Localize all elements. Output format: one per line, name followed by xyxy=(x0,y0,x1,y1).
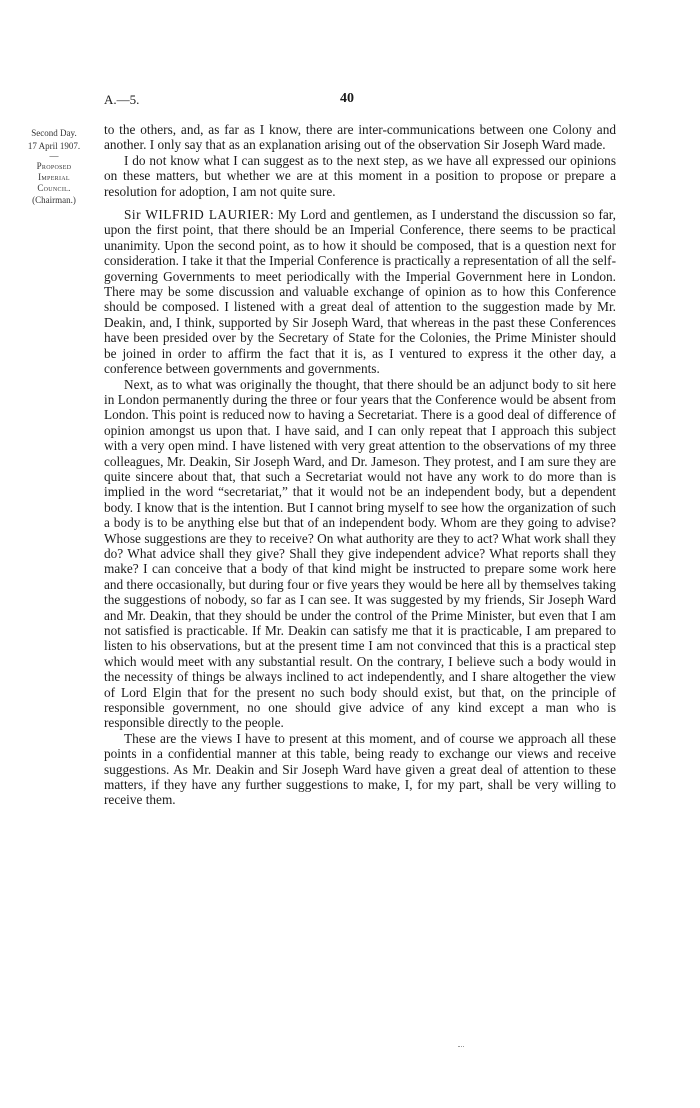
paragraph-chairman: I do not know what I can suggest as to the next step, as we have all expressed our opinions on these matters, but whether we are at this moment in a position to propose or prepare a resolution for adoption, I am not quite sure. xyxy=(104,152,616,199)
margin-dash: — xyxy=(49,151,59,161)
margin-note xyxy=(13,127,95,207)
page-number: 40 xyxy=(340,91,354,106)
page-header xyxy=(104,92,460,110)
margin-topic-line2: Imperial xyxy=(38,172,70,182)
document-reference: A.—5. xyxy=(104,92,140,107)
margin-topic-line1: Proposed xyxy=(36,161,72,171)
margin-date: 17 April 1907. xyxy=(27,141,81,151)
margin-topic-line3: Council. xyxy=(37,183,71,193)
margin-speaker: (Chairman.) xyxy=(32,195,76,205)
paragraph-continuation: to the others, and, as far as I know, there are inter-communications between one Colony and another. I only say that as an explanation arising out of the observation Sir Joseph Ward made. xyxy=(104,122,616,153)
document-body xyxy=(104,122,616,808)
paragraph-closing: These are the views I have to present at this moment, and of course we approach all these points in a confidential manner at this table, being ready to exchange our views and receive suggestions. As Mr. Deakin and Sir Joseph Ward have given a great deal of attention to these matters, if they have any further suggestions to make, I, for my part, shall be very willing to receive them. xyxy=(104,730,616,808)
paragraph-laurier-opening-text: : My Lord and gentlemen, as I understand the discussion so far, upon the first point, that there should be an Imperial Conference, there seems to be practical unanimity. Upon the second point, as to how it should be composed, that is a question next for consideration. I take it that the Imperial Conference is practically a representation of all the self-governing Governments to meet periodically with the Imperial Government here in London. There may be some discussion and valuable exchange of opinion as to how this Conference should be composed. I listened with a great deal of attention to the suggestion made by Mr. Deakin, and, I think, supported by Sir Joseph Ward, that whereas in the past these Conferences have been presided over by the Secretary of State for the Colonies, the Prime Minister should be joined in order to affirm the fact that it is, as I ventured to express it the other day, a conference between governments and governments. xyxy=(104,207,617,377)
margin-day: Second Day. xyxy=(31,128,77,138)
paragraph-laurier-opening xyxy=(104,207,616,376)
page-smudge xyxy=(458,1046,464,1048)
paragraph-secretariat: Next, as to what was originally the thought, that there should be an adjunct body to sit here in London permanently during the three or four years that the Conference would be absent from London. This point is reduced now to having a Secretariat. There is a good deal of difference of opinion amongst us upon that. I have said, and I can only repeat that I approach this subject with a very open mind. I have listened with very great attention to the observations of my three colleagues, Mr. Deakin, Sir Joseph Ward, and Dr. Jameson. They protest, and I am sure they are quite sincere about that, that such a Secretariat would not have any work to do more than is implied in the word “secretariat,” that it would not be an independent body, but a dependent body. I know that is the intention. But I cannot bring myself to see how the organization of such a body is to be anything else but that of an independent body. Whom are they going to advise? Whose suggestions are they to receive? On what authority are they to act? What work shall they do? What advice shall they give? Shall they give independent advice? What reports shall they make? I can conceive that a body of that kind might be instructed to prepare some work here and there occasionally, but during four or five years they would be here all by themselves taking the suggestions of nobody, so far as I can see. It was suggested by my friends, Sir Joseph Ward and Mr. Deakin, that they should be under the control of the Prime Minister, but even that I am not satisfied is practicable. If Mr. Deakin can satisfy me that it is practicable, I am prepared to listen to his observations, but at the present time I am not convinced that this is a practical step which would meet with any substantial result. On the contrary, I believe such a body would in the necessity of things be always inclined to act independently, and I share altogether the view of Lord Elgin that for the present no such body should exist, but that, on the principle of responsible government, no one should give advice of any kind except a man who is responsible directly to the people. xyxy=(104,376,617,731)
speaker-name: Sir WILFRID LAURIER xyxy=(124,207,271,223)
